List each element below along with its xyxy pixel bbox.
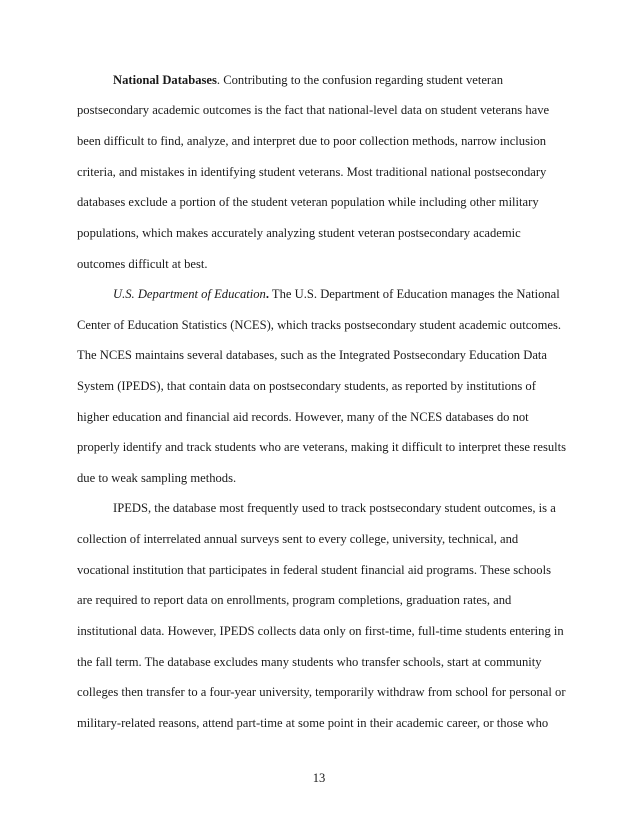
body-line: outcomes difficult at best.	[77, 257, 208, 271]
body-line: collection of interrelated annual surveys sent to every college, university, technical, and	[77, 532, 519, 546]
body-line: Center of Education Statistics (NCES), which tracks postsecondary student academic outcomes.	[77, 318, 562, 332]
body-line: due to weak sampling methods.	[77, 471, 237, 485]
body-line: The NCES maintains several databases, such as the Integrated Postsecondary Education Data	[77, 348, 548, 362]
paragraph-3-line-1: IPEDS, the database most frequently used to track postsecondary student outcomes, is a	[113, 501, 556, 515]
body-line: the fall term. The database excludes many students who transfer schools, start at community	[77, 655, 542, 669]
body-line: higher education and financial aid records. However, many of the NCES databases do not	[77, 410, 529, 424]
body-text: The U.S. Department of Education manages the National	[269, 287, 560, 301]
heading-national-databases: National Databases	[113, 73, 217, 87]
paragraph-2-line-1	[113, 286, 560, 302]
body-line: System (IPEDS), that contain data on postsecondary students, as reported by institutions of	[77, 379, 536, 393]
body-line: properly identify and track students who are veterans, making it difficult to interpret these results	[77, 440, 567, 454]
body-text: Contributing to the confusion regarding student veteran	[220, 73, 504, 87]
paragraph-1-line-1	[113, 72, 503, 88]
body-line: vocational institution that participates in federal student financial aid programs. These schools	[77, 563, 551, 577]
body-line: populations, which makes accurately analyzing student veteran postsecondary academic	[77, 226, 521, 240]
body-line: databases exclude a portion of the student veteran population while including other military	[77, 195, 539, 209]
heading-us-department-of-education: U.S. Department of Education	[113, 287, 266, 301]
body-line: institutional data. However, IPEDS collects data only on first-time, full-time students entering in	[77, 624, 564, 638]
body-line: postsecondary academic outcomes is the fact that national-level data on student veterans have	[77, 103, 550, 117]
body-line: military-related reasons, attend part-time at some point in their academic career, or those who	[77, 716, 549, 730]
body-line: colleges then transfer to a four-year university, temporarily withdraw from school for personal or	[77, 685, 566, 699]
body-line: criteria, and mistakes in identifying student veterans. Most traditional national postsecondary	[77, 165, 547, 179]
body-line: are required to report data on enrollments, program completions, graduation rates, and	[77, 593, 512, 607]
heading-punctuation: .	[216, 73, 221, 87]
heading-punctuation: .	[265, 287, 270, 301]
page-number: 13	[312, 771, 326, 785]
body-line: been difficult to find, analyze, and interpret due to poor collection methods, narrow inclusion	[77, 134, 547, 148]
